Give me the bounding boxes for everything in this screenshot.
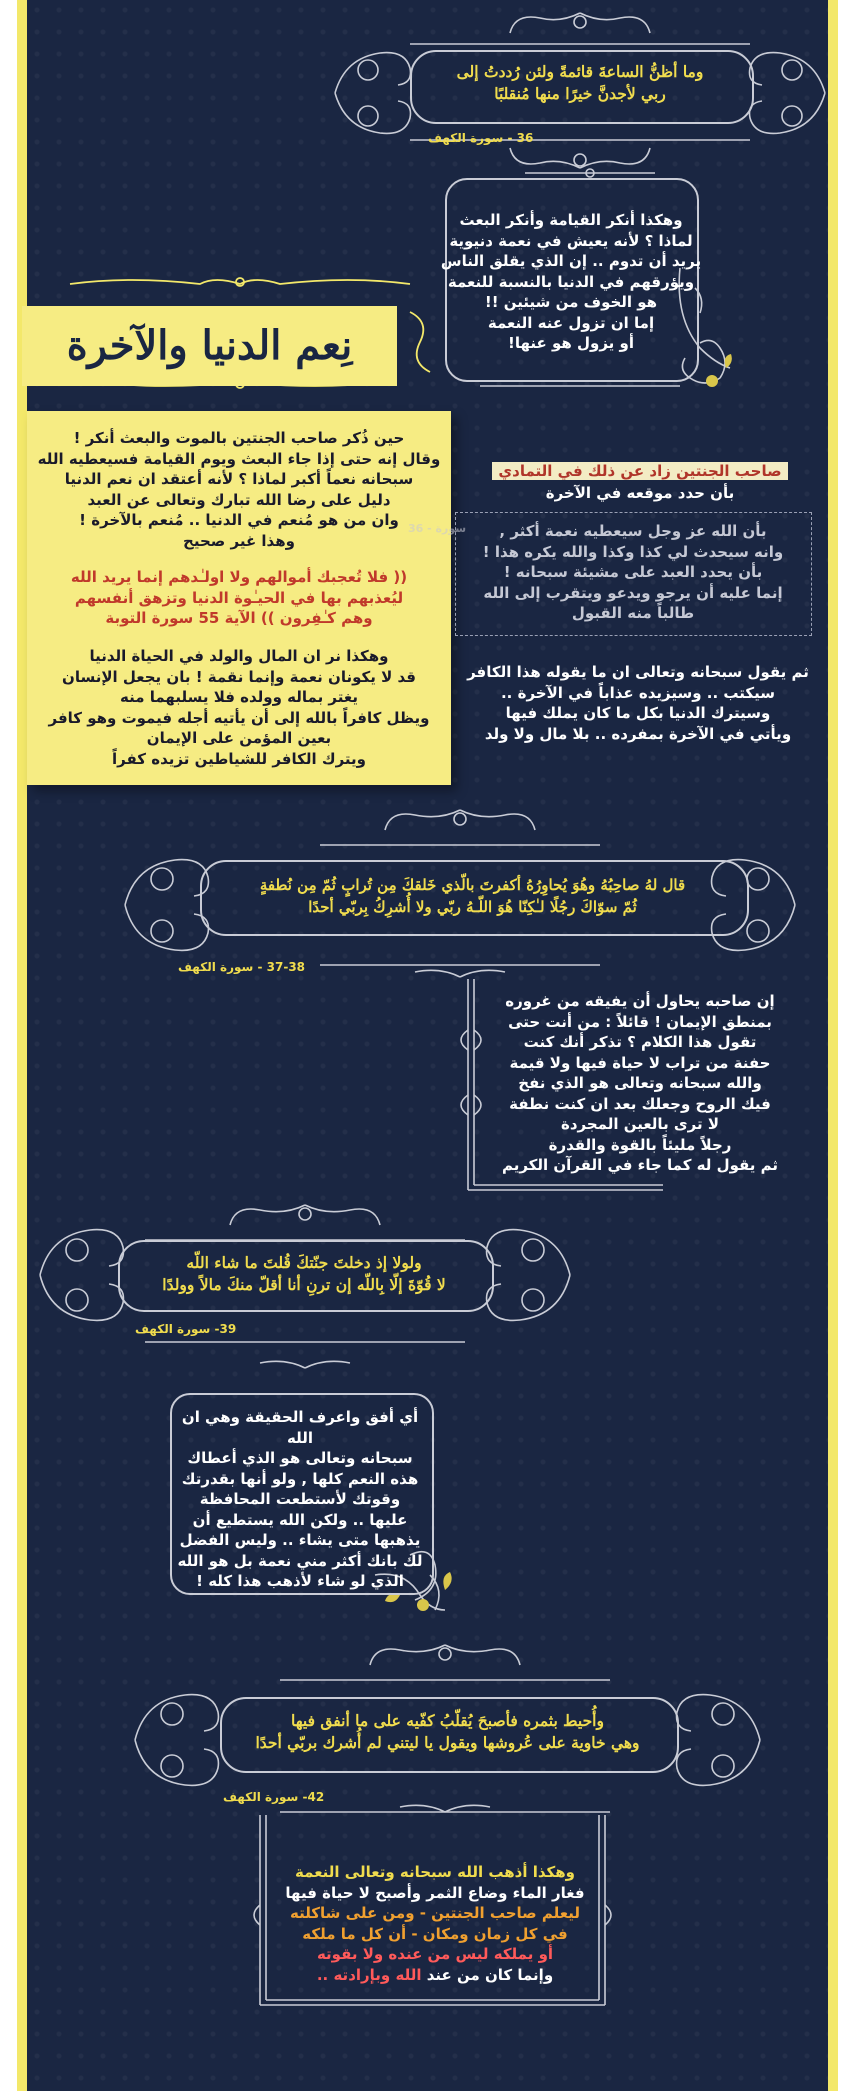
block-4-line: في كل زمان ومكان - أن كل ما ملكه [302,1924,568,1943]
block-3-line: الذي لو شاء لأذهب هذا كله ! [196,1572,404,1590]
block-3-line: يذهبها متى يشاء .. وليس الفضل [179,1531,421,1549]
faded-watermark: 36 - سورة [408,522,467,535]
panel-line: دليل على رضا الله تبارك وتعالى عن العبد [87,490,391,509]
panel-line: يغتر بماله وولده فلا يسلبهما منه [120,688,358,706]
panel-verse [32,567,446,629]
block-1-line: لماذا ؟ لأنه يعيش في نعمة دنيوية [449,231,693,250]
after-line: سيكتب .. وسيزيده عذاباً في الآخرة .. [500,683,776,702]
dashed-line: طالباً منه القبول [571,604,695,622]
after-line: ويأتي في الآخرة بمفرده .. بلا مال ولا ولد [484,724,792,743]
panel-line: سبحانه نعماً أكبر لماذا ؟ لأنه أعتقد ان نعم الدنيا [64,470,414,488]
dashed-line: إنما عليه أن يرجو ويدعو ويتقرب إلى الله [483,583,783,602]
after-line: ثم يقول سبحانه وتعالى ان ما يقوله هذا الكافر [467,663,809,681]
block-2-line: لا ترى بالعين المجردة [560,1115,720,1133]
quote-1-text [412,61,748,105]
quote-4-line: وأُحيط بثمره فأصبحَ يُقلّبُ كفّيه على ما أنفق فيها [291,1711,604,1730]
verse-line: (( فلا تُعجبك أموالهم ولا اولـٰدهم إنما يريد الله [70,568,408,586]
quote-2-line: ثُمّ سوّاكَ رجُلًا لـٰكِنّا هُوَ اللّـهُ ربّي ولا أُشرِكُ بِربّي أحدًا [308,898,637,916]
block-3-line: وقوتك لأستطعت المحافظة [199,1490,401,1508]
block-1-line: وهكذا أنكر القيامة وأنكر البعث [459,211,683,229]
block-4-line: أو يملكه ليس من عنده ولا بقوته [316,1945,554,1963]
quote-2-line: قال لهُ صاحِبُهُ وهُوَ يُحاوِرُهُ أكفرتَ بالّذي خَلقكَ مِن تُرابٍ ثُمّ مِن نُطفةٍ [259,876,686,894]
panel-line: قد لا يكونان نعمة وإنما نقمة ! بان يجعل الإنسان [62,667,416,686]
block-1-line: هو الخوف من شيئين !! [484,293,658,311]
panel-line: ويظل كافراً بالله إلى أن يأتيه أجله فيموت وهو كافر [48,708,430,727]
panel-line: ويترك الكافر للشياطين تزيده كفراً [112,749,366,768]
block-2-line: ثم يقول له كما جاء في القرآن الكريم [501,1156,779,1174]
quote-3-line: ولولا إذ دخلتَ جنّتكَ قُلتَ ما شاء اللّه [186,1253,422,1272]
block-3-line: لك بانك أكثر مني نعمة بل هو الله [177,1551,423,1570]
panel-line: حين ذُكر صاحب الجنتين بالموت والبعث أنكر ! [73,429,405,447]
block-3-line: عليها .. ولكن الله يستطيع أن [192,1510,408,1529]
panel-line: وقال إنه حتى إذا جاء البعث ويوم القيامة فسيعطيه الله [37,449,441,468]
quote-2-text [210,874,735,918]
block-1-line: يريد أن تدوم .. إن الذي يقلق الناس [440,252,702,270]
block-4-line: فغار الماء وضاع الثمر وأصبح لا حياة فيها [285,1883,585,1902]
quote-3-text [118,1252,490,1296]
quote-4-source: 42- سورة الكهف [223,1790,325,1804]
block-1-line: ويؤرقهم في الدنيا بالنسبة للنعمة [447,272,695,291]
panel-line: وان من هو مُنعم في الدنيا .. مُنعم بالآخرة ! [79,511,399,529]
verse-line: ليُعذبهم بها في الحيـٰوة الدنيا وتزهق أنفسهم [74,588,404,607]
block-4-text [270,1862,600,1985]
panel-paragraph-1 [32,428,446,551]
right-after-text [458,662,818,744]
right-heading-highlight: صاحب الجنتين زاد عن ذلك في التمادي [498,462,782,480]
panel-line: وهذا غير صحيح [183,531,295,550]
dashed-line: وانه سيحدث لي كذا وكذا والله يكره هذا ! [482,542,784,561]
block-3-text [172,1407,428,1592]
block-1-line: إما ان تزول عنه النعمة [487,313,655,332]
block-4-span: وإنما كان من عند [426,1965,554,1984]
quote-3-source: 39- سورة الكهف [135,1322,237,1336]
panel-paragraph-2 [32,646,446,769]
block-2-line: تقول هذا الكلام ؟ تذكر أنك كنت [523,1033,757,1051]
block-2-text [490,991,790,1176]
right-heading-sub: بأن حدد موقعه في الآخرة [545,484,735,502]
dashed-line: بأن يحدد العبد على مشيئة سبحانه ! [503,563,763,581]
block-3-line: هذه النعم كلها , ولو أنها بقدرتك [181,1469,419,1488]
block-2-line: رجلاً مليئاً بالقوة والقدرة [548,1135,732,1154]
block-4-line: ليعلم صاحب الجنتين - ومن على شاكلته [289,1904,581,1922]
block-2-line: إن صاحبه يحاول أن يفيقه من غروره [505,992,775,1010]
block-4-line: وهكذا أذهب الله سبحانه وتعالى النعمة [295,1863,575,1881]
verse-line: وهم كـٰفِرون )) الآية 55 سورة التوبة [105,609,373,627]
page-title: نِعم الدنيا والآخرة [66,322,353,369]
panel-line: وهكذا نر ان المال والولد في الحياة الدنيا [89,647,389,665]
block-4-span-red: الله وبإرادته .. [316,1965,422,1984]
block-2-line: بمنطق الإيمان ! قائلاً : من أنت حتى [508,1012,772,1031]
right-yellow-border [828,0,838,2091]
quote-4-text [222,1710,673,1754]
quote-3-line: لا قُوّةَ إلّا بِاللّه إن ترنِ أنا أقلّ منكَ مالاً وولدًا [162,1275,446,1294]
panel-line: بعين المؤمن على الإيمان [146,729,332,747]
block-1-line: أو يزول هو عنها! [508,334,634,352]
block-3-line: سبحانه وتعالى هو الذي أعطاك [187,1449,413,1467]
dashed-box-text [458,521,808,624]
after-line: وسيترك الدنيا بكل ما كان يملك فيها [505,704,771,722]
block-2-line: والله سبحانه وتعالى هو الذي نفخ [518,1074,762,1092]
block-2-line: فيك الروح وجعلك بعد ان كنت نطفة [509,1094,771,1113]
block-4-line [270,1965,600,1986]
quote-1-source: 36 - سورة الكهف [428,131,534,145]
quote-1-line: وما أظنُّ الساعةَ قائمةً ولئن رُددتُ إلى [456,62,704,81]
quote-2-source: 37-38 - سورة الكهف [178,960,306,974]
dashed-line: بأن الله عز وجل سيعطيه نعمة أكثر , [499,522,767,540]
block-1-text [440,210,702,354]
quote-1-line: ربي لأجدنَّ خيرًا منها مُنقلبًا [494,84,666,103]
quote-4-line: وهي خاوية على عُروشها ويقول يا ليتني لم أُشرك بربّي أحدًا [255,1733,640,1752]
block-2-line: حفنة من تراب لا حياة فيها ولا قيمة [509,1053,771,1072]
block-3-line: أي أفق واعرف الحقيقة وهي ان الله [181,1408,419,1447]
